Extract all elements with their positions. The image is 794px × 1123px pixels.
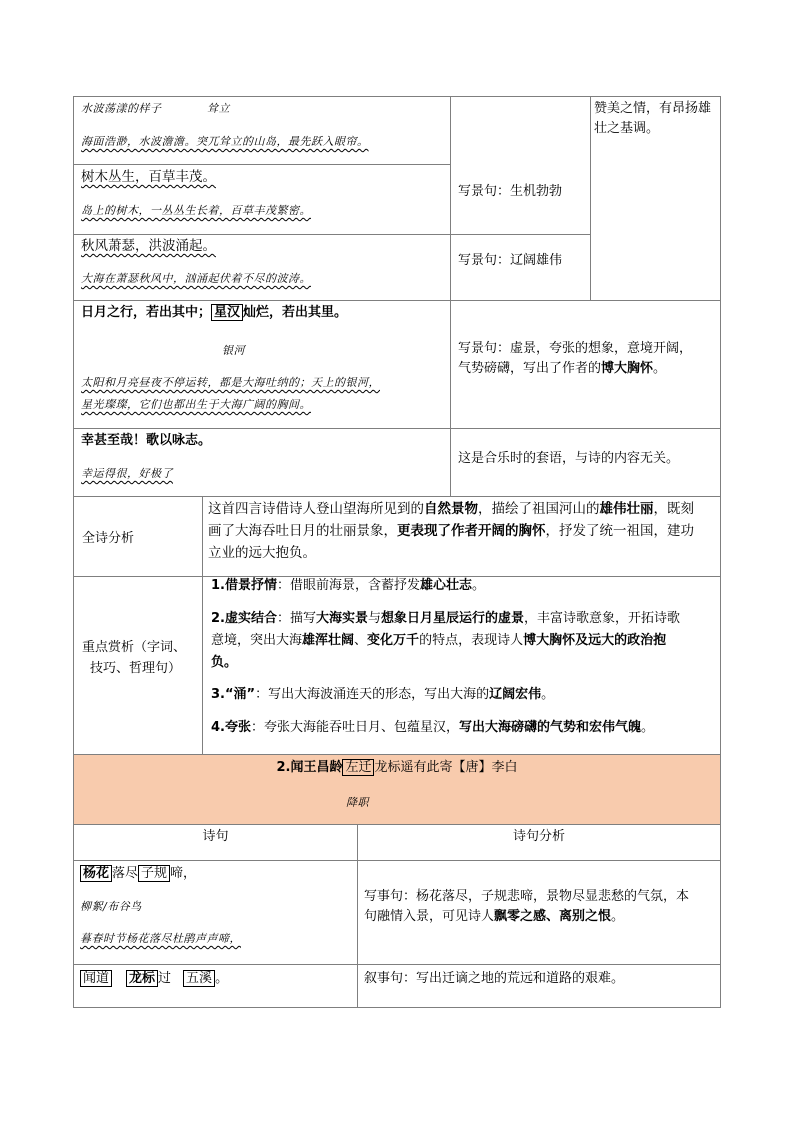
poem2-row1-analysis-line1: 写事句：杨花落尽，子规悲啼，景物尽显悲愁的气氛，本 [364,889,690,904]
gloss-water: 水波荡漾的样子 [81,102,162,115]
whole-analysis-line1 [208,501,694,517]
key-4c: 写出大海磅礴的气势和宏伟气魄 [459,720,642,735]
poem2-r1-an-bold: 飘零之感、离别之恨 [494,909,612,924]
row-sep-1 [73,164,450,165]
poem2-r1-box-a: 杨花 [80,865,112,882]
key-point-2-line3: 负。 [211,655,238,670]
poem2-header-right: 诗句分析 [512,829,565,844]
col-divider-side [590,96,591,300]
key-point-4 [211,720,654,736]
key-2c: 大海实景 [316,611,369,626]
key-point-1 [211,578,485,594]
poem2-row1-translation: 暮春时节杨花落尽杜鹃声声啼， [80,932,241,945]
key-point-3 [211,687,554,703]
poem2-row2-analysis: 叙事句：写出迁谪之地的荒远和道路的艰难。 [364,971,625,986]
poem2-r2-mid: 过 [158,971,172,986]
key-4b: ：夸张大海能吞吐日月、包蕴星汉， [250,720,459,735]
key-4a: 4.夸张 [211,720,251,735]
poem-r4-pre: 日月之行，若出其中； [81,305,212,320]
key-2b: ：描写 [276,611,316,626]
col-divider-poem2 [357,824,358,1008]
poem2-r1-an-post: 。 [611,909,625,924]
key-point-2-line2 [211,633,666,649]
poem-line-r5: 幸甚至哉！歌以咏志。 [81,433,212,448]
poem2-row1-analysis-line2 [364,909,624,925]
poem2-title-post: 龙标遥有此寄【唐】李白 [374,760,518,775]
key-2l2b: 雄浑壮阔 [302,633,355,648]
poem2-r1-an-pre: 句融情入景，可见诗人 [364,909,495,924]
row-sep-9 [73,860,721,861]
poem2-row2-poem [80,971,228,987]
poem2-row1-poem [80,866,196,882]
whole-analysis-line2 [208,523,694,539]
analysis-r4-text1: 写景句：虚景，夸张的想象，意境开阔， [458,341,693,356]
poem2-r1-post: 啼， [170,866,197,881]
table-border-right [720,96,721,1008]
poem2-r2-box-c: 五溪 [183,970,215,987]
poem-line-r2 [81,169,216,185]
poem2-header-left: 诗句 [202,829,229,844]
key-4d: 。 [641,720,655,735]
poem2-r1-box-b: 子规 [138,865,170,882]
col-divider-poem [450,96,451,496]
row-sep-10 [73,964,721,965]
poem-r4-post: 灿烂，若出其里。 [243,305,348,320]
row-sep-6 [73,576,721,577]
key-3d: 。 [541,687,555,702]
poem-text-r2: 树木丛生，百草丰茂。 [81,169,216,185]
translation-r2: 岛上的树木，一丛丛生长着，百草丰茂繁密。 [81,204,311,217]
whole-analysis-line3: 立业的远大抱负。 [208,545,316,561]
poem2-r2-box-a: 闻道 [80,970,112,987]
translation-r4-line2: 星光璨璨，它们也都出生于大海广阔的胸间。 [81,398,311,411]
key-label-line2: 技巧、哲理句） [90,661,182,676]
translation-r4-line1: 太阳和月亮昼夜不停运转，都是大海吐纳的；天上的银河， [81,376,380,389]
key-3b: ：写出大海波涌连天的形态，写出大海的 [255,687,490,702]
poem-line-r3 [81,238,216,254]
analysis-r3: 写景句：辽阔雄伟 [458,253,563,268]
poem2-title [74,760,720,776]
translation-r1: 海面浩渺，水波澹澹。突兀耸立的山岛，最先跃入眼帘。 [81,135,369,148]
gloss-r4: 银河 [222,344,245,357]
key-2e: 想象日月星辰运行的虚景 [381,611,525,626]
key-3c: 辽阔宏伟 [489,687,542,702]
key-2l2d: 变化万千 [367,633,420,648]
analysis-r4-post: 。 [653,361,667,376]
key-2a: 2.虚实结合 [211,611,277,626]
analysis-r2: 写景句：生机勃勃 [458,184,563,199]
table-border-left [73,96,74,1008]
analysis-r4-line2 [458,361,666,377]
key-1c: 雄心壮志 [420,578,473,593]
whole-1e: ，既刻 [653,501,694,517]
poem-line-r4 [81,305,347,321]
analysis-r4-line1 [458,341,692,357]
key-3a: 3.“涌” [211,687,256,702]
row-sep-8 [73,824,721,825]
row-sep-5 [73,496,721,497]
row-sep-2 [73,234,591,235]
key-1d: 。 [472,578,486,593]
table-border-bottom [73,1007,721,1008]
col-divider-label [202,496,203,754]
whole-analysis-label: 全诗分析 [82,531,135,546]
poem2-r2-post: 。 [215,971,229,986]
row-sep-4 [73,428,721,429]
key-2f: ，丰富诗歌意象，开拓诗歌 [524,611,681,626]
analysis-r5: 这是合乐时的套语，与诗的内容无关。 [458,451,680,466]
poem2-r2-box-b: 龙标 [126,970,158,987]
key-2l2f: 博大胸怀及远大的政治抱 [523,633,667,648]
poem-text-r3: 秋风萧瑟，洪波涌起。 [81,238,216,254]
side-note-line1: 赞美之情，有昂扬雄 [594,101,712,116]
translation-r3: 大海在萧瑟秋风中，汹涌起伏着不尽的波涛。 [81,272,311,285]
key-point-2-line1 [211,611,680,627]
poem2-title-boxed: 左迁 [342,759,374,776]
poem2-title-pre: 2.闻王昌龄 [276,760,343,775]
whole-1c: ，描绘了祖国河山的 [478,501,600,517]
whole-1b: 自然景物 [424,501,478,517]
poem-r4-boxed-word: 星汉 [211,304,243,321]
gloss-tower: 耸立 [207,102,230,115]
whole-1d: 雄伟壮丽 [599,501,654,517]
whole-2a: 画了大海吞吐日月的壮丽景象， [208,523,397,539]
translation-r5: 幸运得很，好极了 [81,467,173,480]
key-1b: ：借眼前海景，含蓄抒发 [276,578,420,593]
row-sep-3 [73,300,721,301]
analysis-r4-pre: 气势磅礴，写出了作者的 [458,361,602,376]
key-2l2e: 的特点，表现诗人 [419,633,524,648]
side-note-line2: 壮之基调。 [594,121,660,136]
key-1a: 1.借景抒情 [211,578,277,593]
key-label-line1: 重点赏析（字词、 [82,640,187,655]
key-2l2c: 、 [354,633,368,648]
poem2-title-gloss: 降职 [346,796,369,809]
key-2l2a: 意境，突出大海 [211,633,303,648]
analysis-r4-bold: 博大胸怀 [601,361,654,376]
whole-2c: ，抒发了统一祖国，建功 [545,523,694,539]
whole-2b: 更表现了作者开阔的胸怀 [397,523,546,539]
poem2-r1-mid: 落尽 [112,866,139,881]
whole-1a: 这首四言诗借诗人登山望海所见到的 [208,501,424,517]
table-border-top [73,96,721,97]
key-2d: 与 [368,611,382,626]
poem2-row1-gloss: 柳絮/布谷鸟 [80,900,142,913]
